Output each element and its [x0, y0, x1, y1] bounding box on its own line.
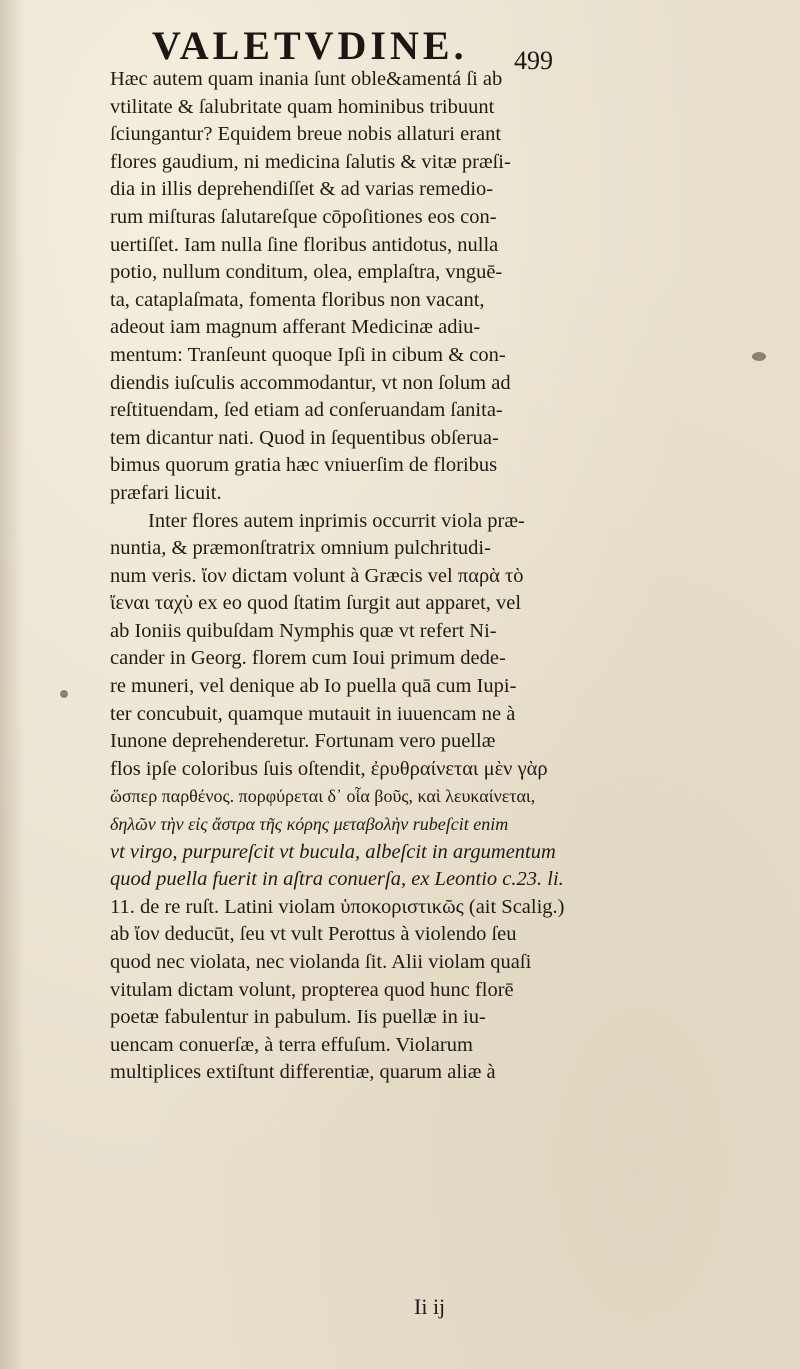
text-line: vitulam dictam volunt, propterea quod hunc florē	[110, 978, 514, 1001]
text-line: reſtituendam, ſed etiam ad conſeruandam ſanita-	[110, 399, 503, 422]
text-line: quod nec violata, nec violanda ſit. Alii violam quaſi	[110, 951, 532, 973]
ink-blot	[60, 690, 68, 698]
text-line: præfari licuit.	[110, 481, 222, 504]
text-line: quod puella fuerit in aſtra conuerſa, ex Leontio c.23. li.	[110, 868, 564, 891]
text-line: uertiſſet. Iam nulla ſine floribus antidotus, nulla	[110, 233, 499, 256]
text-line: dia in illis deprehendiſſet & ad varias remedio-	[110, 178, 494, 201]
text-line: rum miſturas ſalutareſque cōpoſitiones eos con-	[110, 205, 497, 228]
text-line: ter concubuit, quamque mutauit in iuuencam ne à	[110, 702, 516, 725]
text-line: vtilitate & ſalubritate quam hominibus tribuunt	[110, 95, 495, 118]
paragraph-start-line: Inter flores autem inprimis occurrit viola præ-	[148, 509, 525, 532]
text-line: ἴεναι ταχὺ ex eo quod ſtatim ſurgit aut apparet, vel	[110, 592, 522, 615]
greek-text-line: ὥσπερ παρθένος. πορφύρεται δ᾽ οἷα βοῦς, καὶ λευκαίνεται,	[110, 786, 536, 807]
text-line: bimus quorum gratia hæc vniuerſim de floribus	[110, 454, 498, 477]
text-line: uencam conuerſæ, à terra effuſum. Violarum	[110, 1033, 473, 1056]
text-line: 11. de re ruſt. Latini violam ὑποκοριστικῶς (ait Scalig.)	[110, 895, 565, 918]
page-number: 499	[514, 46, 553, 75]
ink-blot	[752, 352, 766, 361]
text-line: flores gaudium, ni medicina ſalutis & vitæ præſi-	[110, 150, 511, 173]
text-line: multiplices extiſtunt differentiæ, quarum aliæ à	[110, 1061, 496, 1084]
text-line: δηλῶν τὴν εἰς ἄστρα τῆς κόρης μεταβολὴν rubeſcit enim	[110, 814, 509, 835]
text-line: mentum: Tranſeunt quoque Ipſi in cibum & con-	[110, 343, 506, 366]
text-line: ta, cataplaſmata, fomenta floribus non vacant,	[110, 288, 485, 311]
signature-mark: Ii ij	[414, 1294, 446, 1319]
text-line: nuntia, & præmonſtratrix omnium pulchritudi-	[110, 537, 491, 560]
page-gutter-shadow	[0, 0, 24, 1369]
text-line: poetæ fabulentur in pabulum. Iis puellæ in iu-	[110, 1006, 486, 1029]
text-line: adeout iam magnum afferant Medicinæ adiu-	[110, 316, 481, 339]
text-line: num veris. ἴον dictam volunt à Græcis vel παρὰ τὸ	[110, 564, 524, 587]
text-line: Hæc autem quam inania ſunt oble&amentá ſi ab	[110, 68, 503, 90]
text-line: ab ἴον deducūt, ſeu vt vult Perottus à violendo ſeu	[110, 923, 517, 946]
text-line: potio, nullum conditum, olea, emplaſtra, vnguē-	[110, 261, 503, 284]
text-line: cander in Georg. florem cum Ioui primum dede-	[110, 647, 506, 670]
running-head: VALETVDINE.	[152, 23, 468, 68]
text-line: Iunone deprehenderetur. Fortunam vero puellæ	[110, 730, 496, 753]
body-text	[110, 66, 686, 1087]
text-line: flos ipſe coloribus ſuis oſtendit, ἐρυθραίνεται μὲν γὰρ	[110, 757, 548, 780]
text-line: vt virgo, purpureſcit vt bucula, albeſcit in argumentum	[110, 840, 556, 863]
text-line: re muneri, vel denique ab Io puella quā cum Iupi-	[110, 675, 517, 698]
text-line: ab Ioniis quibuſdam Nymphis quæ vt refert Ni-	[110, 619, 497, 642]
text-line: tem dicantur nati. Quod in ſequentibus obſerua-	[110, 426, 499, 449]
text-line: ſciungantur? Equidem breue nobis allaturi erant	[110, 123, 502, 146]
text-line: diendis iuſculis accommodantur, vt non ſolum ad	[110, 371, 511, 394]
